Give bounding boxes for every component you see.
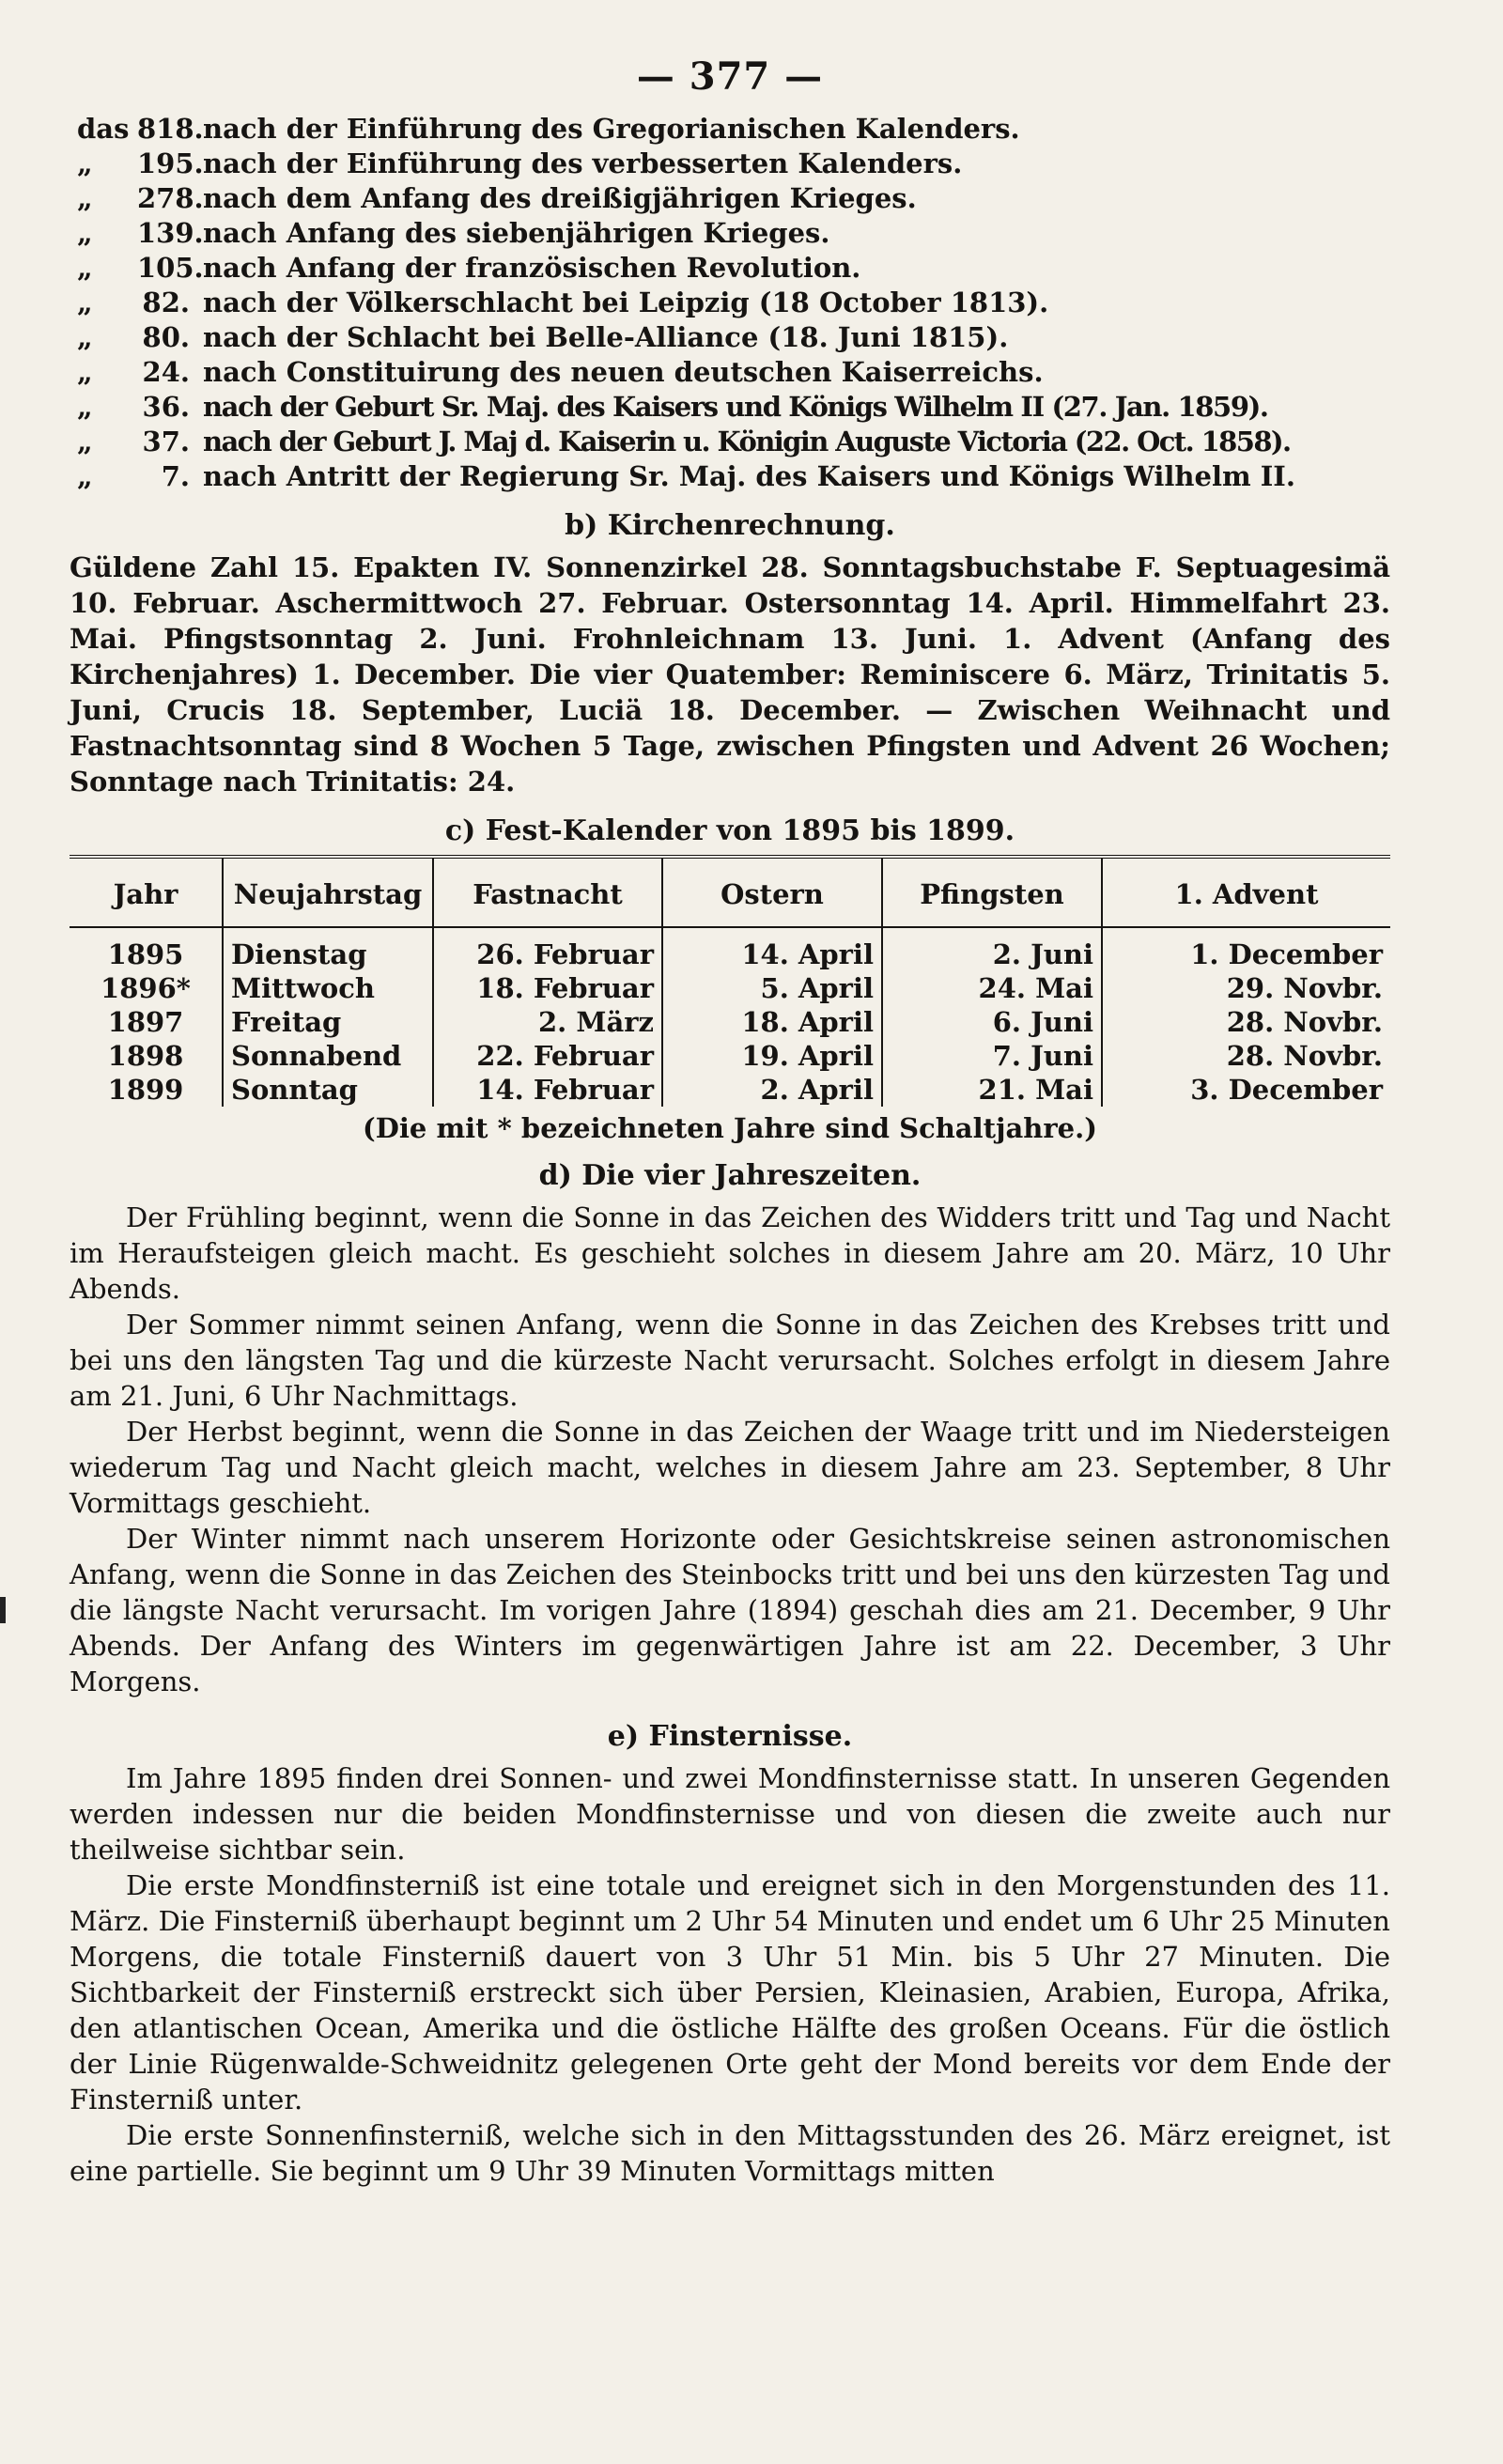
era-row <box>70 390 1390 425</box>
spring-paragraph: Der Frühling beginnt, wenn die Sonne in das Zeichen des Widders tritt und Tag und Nacht im Heraufsteigen gleich macht. Es geschieht solches in diesem Jahre am 20. März, 10 Uhr Abends. <box>70 1201 1390 1305</box>
solar-eclipse-paragraph: Die erste Sonnenfinsterniß, welche sich in den Mittagsstunden des 26. März ereignet, ist eine partielle. Sie beginnt um 9 Uhr 39 Minuten Vormittags mitten <box>70 2119 1390 2187</box>
cell-year: 1896* <box>101 972 191 1004</box>
cell-new-year: Sonntag <box>223 1073 433 1107</box>
cell-advent: 28. Novbr. <box>1102 1005 1390 1039</box>
era-prefix: „ <box>77 252 93 284</box>
cell-pentecost: 6. Juni <box>882 1005 1102 1039</box>
cell-pentecost: 24. Mai <box>882 971 1102 1005</box>
lunar-eclipse-paragraph: Die erste Mondfinsterniß ist eine totale und ereignet sich in den Morgenstunden des 11. März. Die Finsterniß überhaupt beginnt um 2 Uhr 54 Minuten und endet um 6 Uhr 25 Minuten Morgens, die totale Finsterniß dauert von 3 Uhr 51 Min. bis 5 Uhr 27 Minuten. Die Sichtbarkeit der Finsterniß erstreckt sich über Persien, Kleinasien, Arabien, Europa, Afrika, den atlantischen Ocean, Amerika und die östliche Hälfte des großen Oceans. Für die östlich der Linie Rügenwalde-Schweidnitz gelegenen Orte geht der Mond bereits vor dem Ende der Finsterniß unter. <box>70 1869 1390 2115</box>
cell-year: 1899 <box>107 1074 184 1106</box>
era-text: nach der Einführung des verbesserten Kalenders. <box>203 147 963 179</box>
era-years: 195. <box>137 147 204 179</box>
era-row <box>70 181 1390 216</box>
era-prefix: „ <box>77 321 93 353</box>
era-text: nach Constituirung des neuen deutschen Kaiserreichs. <box>203 356 1044 388</box>
cell-easter: 19. April <box>662 1039 882 1073</box>
era-prefix: „ <box>77 391 93 423</box>
era-row <box>70 216 1390 251</box>
cell-carnival: 2. März <box>433 1005 662 1039</box>
column-header-easter: Ostern <box>662 857 882 927</box>
era-years: 82. <box>142 287 190 318</box>
cell-new-year: Mittwoch <box>223 971 433 1005</box>
cell-advent: 29. Novbr. <box>1102 971 1390 1005</box>
era-prefix: das <box>77 113 130 145</box>
column-header-new-year: Neujahrstag <box>223 857 433 927</box>
table-row <box>70 971 1390 1005</box>
cell-easter: 2. April <box>662 1073 882 1107</box>
era-years: 80. <box>142 321 190 353</box>
cell-carnival: 26. Februar <box>433 927 662 971</box>
era-text: nach der Einführung des Gregorianischen Kalenders. <box>203 113 1020 145</box>
era-years: 7. <box>161 460 190 492</box>
era-prefix: „ <box>77 287 93 318</box>
cell-pentecost: 21. Mai <box>882 1073 1102 1107</box>
cell-year: 1898 <box>107 1040 184 1072</box>
era-text: nach Anfang der französischen Revolution. <box>203 252 861 284</box>
column-header-pentecost: Pfingsten <box>882 857 1102 927</box>
column-header-advent: 1. Advent <box>1102 857 1390 927</box>
winter-paragraph: Der Winter nimmt nach unserem Horizonte oder Gesichtskreise seinen astronomischen Anfang, wenn die Sonne in das Zeichen des Steinbocks tritt und bei uns den kürzesten Tag und die längste Nacht verursacht. Im vorigen Jahre (1894) geschah dies am 21. December, 9 Uhr Abends. Der Anfang des Winters im gegenwärtigen Jahre ist am 22. December, 3 Uhr Morgens. <box>70 1523 1390 1697</box>
era-text: nach der Schlacht bei Belle-Alliance (18. Juni 1815). <box>203 321 1009 353</box>
table-row <box>70 1073 1390 1107</box>
era-row <box>70 147 1390 181</box>
seasons-heading: d) Die vier Jahreszeiten. <box>538 1159 922 1192</box>
eclipses-heading: e) Finsternisse. <box>607 1720 853 1753</box>
summer-paragraph: Der Sommer nimmt seinen Anfang, wenn die Sonne in das Zeichen des Krebses tritt und bei uns den längsten Tag und die kürzeste Nacht verursacht. Solches erfolgt in diesem Jahre am 21. Juni, 6 Uhr Nachmittags. <box>70 1309 1390 1412</box>
era-years: 105. <box>137 252 204 284</box>
page-edge-mark <box>0 1597 6 1623</box>
era-text: nach der Völkerschlacht bei Leipzig (18 October 1813). <box>203 287 1049 318</box>
table-row <box>70 927 1390 971</box>
eclipses-intro-paragraph: Im Jahre 1895 finden drei Sonnen- und zwei Mondfinsternisse statt. In unseren Gegenden werden indessen nur die beiden Mondfinsternisse und von diesen die zweite auch nur theilweise sichtbar sein. <box>70 1762 1390 1866</box>
autumn-paragraph: Der Herbst beginnt, wenn die Sonne in das Zeichen der Waage tritt und im Niedersteigen wiederum Tag und Nacht gleich macht, welches in diesem Jahre am 23. September, 8 Uhr Vormittags geschieht. <box>70 1416 1390 1519</box>
cell-pentecost: 7. Juni <box>882 1039 1102 1073</box>
era-prefix: „ <box>77 356 93 388</box>
era-years: 818. <box>137 113 204 145</box>
era-prefix: „ <box>77 182 93 214</box>
era-text: nach der Geburt Sr. Maj. des Kaisers und Königs Wilhelm II (27. Jan. 1859). <box>203 391 1268 423</box>
cell-easter: 14. April <box>662 927 882 971</box>
table-row <box>70 1039 1390 1073</box>
era-row <box>70 320 1390 355</box>
era-row <box>70 459 1390 494</box>
cell-carnival: 14. Februar <box>433 1073 662 1107</box>
era-row <box>70 112 1390 147</box>
church-calendar-text: Güldene Zahl 15. Epakten IV. Sonnenzirkel 28. Sonntagsbuchstabe F. Septuagesimä 10. Februar. Aschermittwoch 27. Februar. Ostersonntag 14. April. Himmelfahrt 23. Mai. Pfingstsonntag 2. Juni. Frohnleichnam 13. Juni. 1. Advent (Anfang des Kirchenjahres) 1. December. Die vier Quatember: Reminiscere 6. März, Trinitatis 5. Juni, Crucis 18. September, Luciä 18. December. — Zwischen Weihnacht und Fastnachtsonntag sind 8 Wochen 5 Tage, zwischen Pfingsten und Advent 26 Wochen; Sonntage nach Trinitatis: 24. <box>70 551 1390 798</box>
era-years: 278. <box>137 182 204 214</box>
fest-calendar-table <box>70 855 1390 1107</box>
era-text: nach der Geburt J. Maj d. Kaiserin u. Königin Auguste Victoria (22. Oct. 1858). <box>203 426 1291 457</box>
cell-new-year: Dienstag <box>223 927 433 971</box>
cell-year: 1897 <box>107 1006 184 1038</box>
leap-year-note: (Die mit * bezeichneten Jahre sind Schaltjahre.) <box>363 1112 1097 1144</box>
cell-easter: 18. April <box>662 1005 882 1039</box>
era-years: 139. <box>137 217 204 249</box>
era-row <box>70 286 1390 320</box>
cell-new-year: Sonnabend <box>223 1039 433 1073</box>
cell-year: 1895 <box>107 938 184 970</box>
era-years: 24. <box>142 356 190 388</box>
cell-advent: 28. Novbr. <box>1102 1039 1390 1073</box>
era-text: nach dem Anfang des dreißigjährigen Krieges. <box>203 182 917 214</box>
era-years: 36. <box>142 391 190 423</box>
cell-carnival: 22. Februar <box>433 1039 662 1073</box>
era-prefix: „ <box>77 426 93 457</box>
church-calendar-heading: b) Kirchenrechnung. <box>565 509 895 542</box>
era-list <box>70 112 1390 494</box>
cell-easter: 5. April <box>662 971 882 1005</box>
era-text: nach Anfang des siebenjährigen Krieges. <box>203 217 830 249</box>
cell-pentecost: 2. Juni <box>882 927 1102 971</box>
cell-advent: 3. December <box>1102 1073 1390 1107</box>
cell-new-year: Freitag <box>223 1005 433 1039</box>
cell-advent: 1. December <box>1102 927 1390 971</box>
era-text: nach Antritt der Regierung Sr. Maj. des Kaisers und Königs Wilhelm II. <box>203 460 1295 492</box>
table-header-row <box>70 857 1390 927</box>
page-number: — 377 — <box>636 54 824 99</box>
table-row <box>70 1005 1390 1039</box>
column-header-carnival: Fastnacht <box>433 857 662 927</box>
fest-calendar-heading: c) Fest-Kalender von 1895 bis 1899. <box>444 814 1015 847</box>
era-row <box>70 355 1390 390</box>
era-years: 37. <box>142 426 190 457</box>
column-header-year: Jahr <box>70 857 223 927</box>
era-row <box>70 425 1390 459</box>
era-prefix: „ <box>77 460 93 492</box>
cell-carnival: 18. Februar <box>433 971 662 1005</box>
era-row <box>70 251 1390 286</box>
era-prefix: „ <box>77 217 93 249</box>
era-prefix: „ <box>77 147 93 179</box>
